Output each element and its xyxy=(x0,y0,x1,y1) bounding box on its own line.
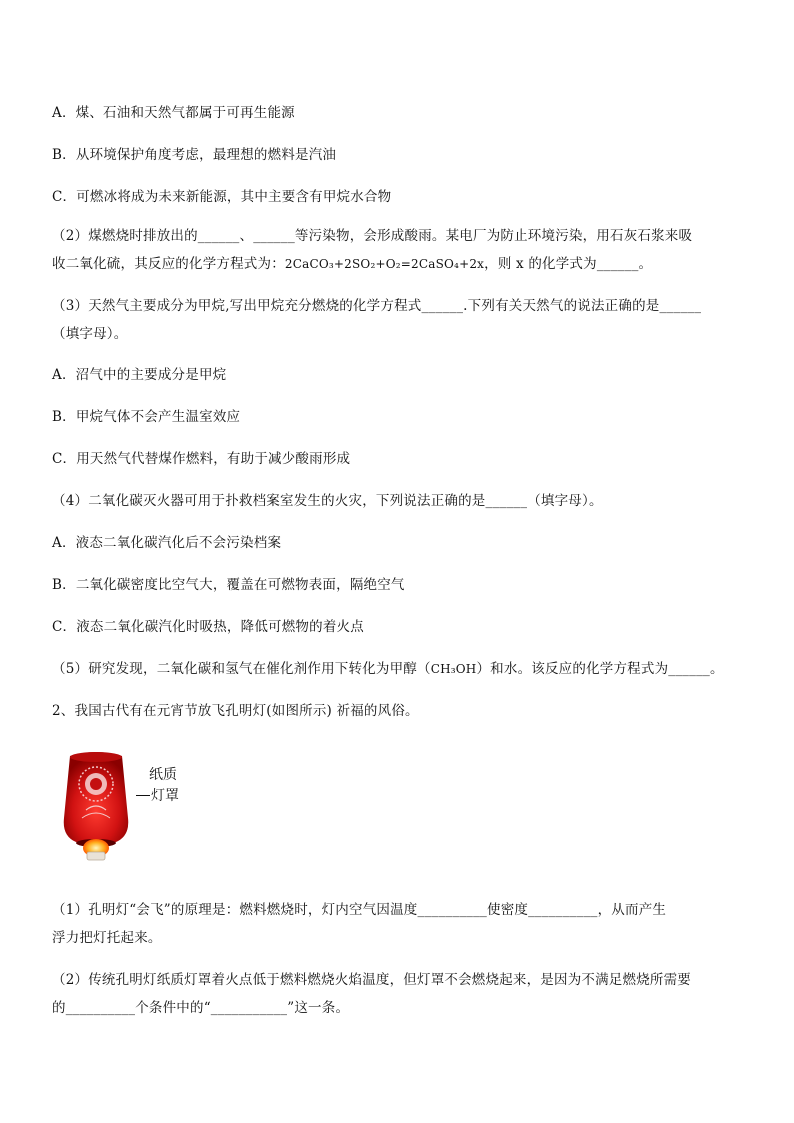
part3-line2: （填字母）。 xyxy=(52,326,128,342)
question-part-3 xyxy=(52,292,744,348)
sky-lantern-illustration xyxy=(56,748,136,868)
q2p1-line2: 浮力把灯托起来。 xyxy=(52,930,162,946)
methanol-formula: CH₃OH xyxy=(430,662,477,676)
option-line: C．可燃冰将成为未来新能源，其中主要含有甲烷水合物 xyxy=(52,189,392,205)
part5-suffix: ）和水。该反应的化学方程式为______。 xyxy=(476,661,724,677)
option-line: C．用天然气代替煤作燃料，有助于减少酸雨形成 xyxy=(52,451,351,467)
part2-line1: （2）煤燃烧时排放出的______、______等污染物，会形成酸雨。某电厂为防止环境污染，用石灰石浆来吸 xyxy=(52,228,693,244)
q2p1-line1: （1）孔明灯“会飞”的原理是：燃料燃烧时，灯内空气因温度__________使密度__________，从而产生 xyxy=(52,902,667,918)
part5-prefix: （5）研究发现，二氧化碳和氢气在催化剂作用下转化为甲醇（ xyxy=(52,661,431,677)
q2p2-line2: 的__________个条件中的“___________”这一条。 xyxy=(52,1000,350,1016)
question-2-part-1 xyxy=(52,896,744,952)
option-line: C．液态二氧化碳汽化时吸热，降低可燃物的着火点 xyxy=(52,619,364,635)
question-2-part-2 xyxy=(52,966,744,1022)
option-line: A．煤、石油和天然气都属于可再生能源 xyxy=(52,105,295,121)
chemical-equation: 2CaCO₃+2SO₂+O₂=2CaSO₄+2x xyxy=(284,257,485,271)
option-line: B．从环境保护角度考虑，最理想的燃料是汽油 xyxy=(52,147,337,163)
option-line: B．甲烷气体不会产生温室效应 xyxy=(52,409,241,425)
option-line: B．二氧化碳密度比空气大，覆盖在可燃物表面，隔绝空气 xyxy=(52,577,405,593)
figure-label-line2: 灯罩 xyxy=(151,788,179,804)
q2p2-line1: （2）传统孔明灯纸质灯罩着火点低于燃料燃烧火焰温度，但灯罩不会燃烧起来，是因为不满足燃烧所需要 xyxy=(52,972,691,988)
part2-line2-suffix: ，则 x 的化学式为______。 xyxy=(484,256,653,272)
figure-leader-line xyxy=(136,795,150,796)
lantern-figure xyxy=(56,748,206,868)
question-part-2 xyxy=(52,222,744,278)
question-part-5 xyxy=(52,657,724,677)
question-2-stem: 2、我国古代有在元宵节放飞孔明灯(如图所示) 祈福的风俗。 xyxy=(52,703,419,719)
part2-line2 xyxy=(52,250,744,278)
question-part-4: （4）二氧化碳灭火器可用于扑救档案室发生的火灾，下列说法正确的是______（填字母）。 xyxy=(52,493,603,509)
figure-label-line1: 纸质 xyxy=(149,767,177,783)
option-line: A．液态二氧化碳汽化后不会污染档案 xyxy=(52,535,282,551)
part3-line1: （3）天然气主要成分为甲烷,写出甲烷充分燃烧的化学方程式______.下列有关天然气的说法正确的是______ xyxy=(52,298,702,314)
part2-line2-prefix: 收二氧化硫，其反应的化学方程式为： xyxy=(52,256,285,272)
option-line: A．沼气中的主要成分是甲烷 xyxy=(52,367,227,383)
